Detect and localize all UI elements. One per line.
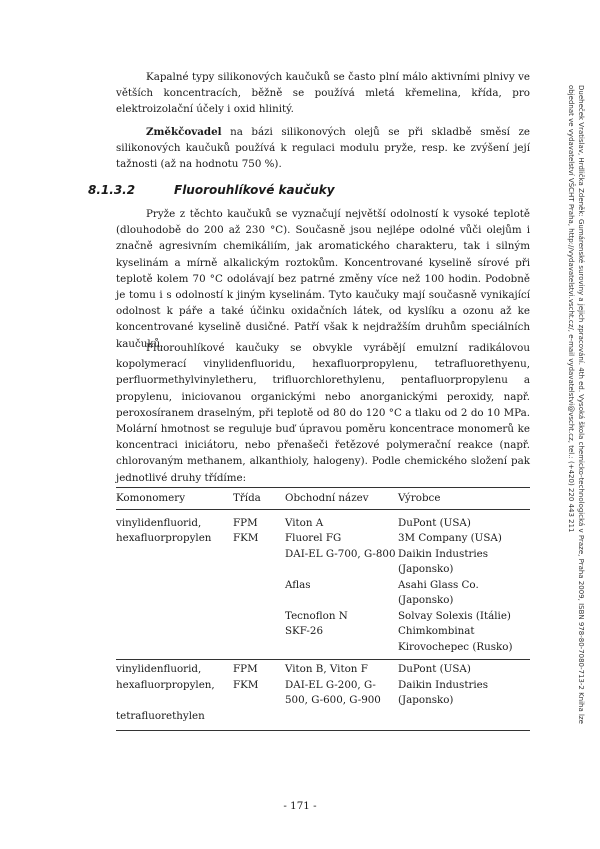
table-cell: Chimkombinat Kirovochepec (Rusko): [398, 625, 513, 653]
table-cell: DuPont (USA): [398, 660, 530, 678]
table-cell: Daikin Industries (Japonsko): [398, 678, 489, 706]
table-cell: [285, 709, 398, 731]
table-row: [116, 678, 530, 709]
paragraph-production: Fluorouhlíkové kaučuky se obvykle vyrábějí emulzní radikálovou kopolymerací vinylidenfluoridu, hexafluorpropylenu, tetrafluorethyenu, perfluormethylvinyletheru, trifluorchlorethylenu, pentafluorpropylenu a propylenu, iniciovanou organickými nebo anorganickými peroxidy, např. peroxosíranem draselným, při teplotě od 80 do 120 °C a tlaku od 2 do 10 MPa. Molární hmotnost se reguluje buď úpravou poměru koncentrace monomerů ke koncentraci iniciátoru, nebo přenašeči řetězové polymerační reakce (např. chlorovaným methanem, alkanthioly, halogeny). Podle chemického složení pak jednotlivé druhy třídíme:: [116, 342, 530, 484]
section-number: 8.1.3.2: [88, 183, 136, 197]
table-cell: Daikin Industries (Japonsko): [398, 547, 489, 575]
paragraph-plasticizers-text: na bázi silikonových olejů se při skladbě směsí ze silikonových kaučuků používá k regulaci modulu pryže, resp. ke zvýšení její tažnosti (až na hodnotu 750 %).: [116, 126, 530, 171]
table-row: [116, 660, 530, 678]
table-row: [116, 624, 530, 660]
table-cell: [398, 709, 530, 731]
table-row: [116, 516, 530, 532]
table-cell: FKM: [233, 678, 259, 691]
table-cell: Aflas: [285, 578, 311, 591]
table-cell: [233, 624, 285, 660]
sidebar-citation: Dueheček Vratislav, Hrdlička Zdeněk: Gumárenské suroviny a jejich zpracování. 4th ed. Vysoká škola chemicko-technologická v Praze, Praha 2009, ISBN 978-80-7080-713-2 Kniha lze objednat ve vydavatelství VŠCHT Praha, http://vydavatelstvi.vscht.cz/, e-mail vydavatelstvi@vscht.cz, tel.: (+420) 220 443 211: [567, 85, 585, 724]
header-komonomery: Komonomery: [116, 488, 233, 510]
table-cell: [233, 547, 285, 578]
table-cell: [233, 609, 285, 625]
table-row: [116, 531, 530, 547]
table-row: [116, 609, 530, 625]
section-title: Fluorouhlíkové kaučuky: [174, 183, 335, 197]
paragraph-plasticizers: [116, 124, 530, 173]
table-cell: [116, 547, 233, 578]
table-cell: hexafluorpropylen: [116, 532, 212, 544]
table-cell: DAI-EL G-700, G-800: [285, 547, 396, 560]
table-row: [116, 578, 530, 609]
table-header-row: [116, 488, 530, 510]
table-cell: FPM: [233, 516, 258, 529]
table-cell: Tecnoflon N: [285, 609, 348, 622]
table-cell: [116, 578, 233, 609]
table-cell: Fluorel FG: [285, 532, 342, 544]
table-cell: [116, 609, 233, 625]
table-cell: Solvay Solexis (Itálie): [398, 609, 511, 622]
table-cell: FPM: [233, 660, 285, 678]
table-row: [116, 547, 530, 578]
paragraph-fillers: Kapalné typy silikonových kaučuků se často plní málo aktivními plnivy ve větších koncentracích, běžně se používá mletá křemelina, křída, pro elektroizolační účely i oxid hlinitý.: [116, 71, 530, 116]
table-cell: Asahi Glass Co. (Japonsko): [398, 578, 479, 606]
header-obchodni-nazev: Obchodní název: [285, 488, 398, 510]
page-number: - 171 -: [283, 800, 317, 812]
table-cell: DAI-EL G-200, G-500, G-600, G-900: [285, 678, 381, 706]
bold-term: Změkčovadel: [146, 126, 222, 138]
table-cell: DuPont (USA): [398, 516, 471, 529]
table-cell: [233, 578, 285, 609]
table-cell: [233, 709, 285, 731]
header-vyrobce: Výrobce: [398, 488, 530, 510]
table-cell: FKM: [233, 532, 259, 544]
table-cell: Viton A: [285, 516, 324, 529]
table-cell: vinylidenfluorid,: [116, 660, 233, 678]
table-cell: 3M Company (USA): [398, 532, 502, 544]
header-trida: Třída: [233, 488, 285, 510]
table-cell: tetrafluorethylen: [116, 709, 205, 722]
fluororubber-table: [116, 487, 530, 731]
table-cell: SKF-26: [285, 625, 324, 637]
paragraph-resistance: Pryže z těchto kaučuků se vyznačují největší odolností k vysoké teplotě (dlouhodobě do 200 až 230 °C). Současně jsou nejlépe odolné vůči olejům i značně agresivním chemikáliím, jak aromatického charakteru, tak i silným kyselinám a mírně alkalickým roztokům. Koncentrované kyselině sírové při teplotě kolem 70 °C odolávají bez patrné změny více než 100 hodin. Podobně je tomu i s odolností k jiným kyselinám. Tyto kaučuky mají současně vynikající odolnost k páře a také účinku oxidačních látek, od kyslíku a ozonu až ke koncentrované kyselině dusičné. Patří však k nejdražším druhům speciálních kaučuků.: [116, 208, 530, 350]
table-cell: Viton B, Viton F: [285, 660, 398, 678]
table-cell: [116, 624, 233, 660]
table-cell: vinylidenfluorid,: [116, 516, 202, 529]
table-cell: hexafluorpropylen,: [116, 678, 215, 691]
section-heading: [88, 183, 335, 197]
table-row: [116, 709, 530, 731]
